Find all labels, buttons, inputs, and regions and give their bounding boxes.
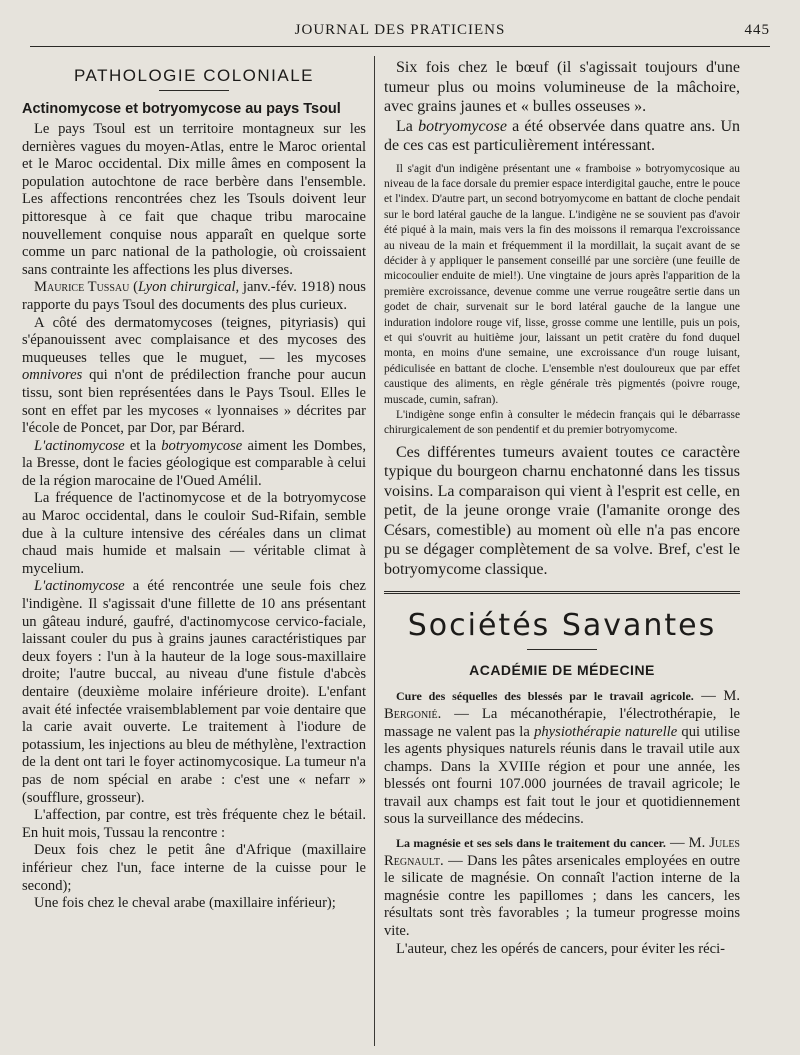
paragraph: Deux fois chez le petit âne d'Afrique (maxillaire inférieur chez l'un, face interne de la cuisse pour le second); xyxy=(22,842,366,894)
paragraph: L'indigène songe enfin à consulter le médecin français qui le débarrasse chirurgicalement de son pendentif et du premier botryomycome. xyxy=(384,409,740,437)
paragraph: Il s'agit d'un indigène présentant une « framboise » botryomycosique au niveau de la face dorsale du premier espace interdigital gauche, entre le pouce et l'index. D'autre part, un second botryomycome en battant de cloche pendait sur le bord latéral gauche de la langue. L'indigène ne se souvient pas d'avoir été piqué à la main, mais vers la fin des moissons il remarqua l'excroissance au niveau de la main et fréquemment il la mordillait, la suçait avant de se décider à y appliquer le pansement conseillé par une sorcière (une feuille de micocoulier enduite de miel!). Une vingtaine de jours après l'apparition de la première excroissance, devenue comme une verrue rougeâtre sertie dans un godet de chair, survenait sur le bord latéral gauche de la langue une induration indolore rouge vif, lisse, grosse comme une lentille, puis un pois, et qui s'ouvrit au huitième jour, laissant un petit cratère du fond duquel monta, en moins d'une semaine, une excroissance d'un rouge luisant, pédiculisée en battant de cloche. L'ensemble n'est douloureux que par effet caustique des aliments, en règle générale très pigmentés (poivre rouge, muscade, cumin, safran). xyxy=(384,162,740,406)
text-run: janv.-fév. 1918) nous rapporte du pays Tsoul des documents des plus curieux. xyxy=(22,279,366,313)
emphasis: L'actinomycose xyxy=(34,578,125,595)
paragraph: Maurice Tussau (Lyon chirurgical, janv.-fév. 1918) nous rapporte du pays Tsoul des documents des plus curieux. xyxy=(22,279,366,313)
societes-title: Sociétés Savantes xyxy=(407,608,717,644)
article-continuation xyxy=(384,58,740,156)
text-run: qui utilise les agents physiques naturels réunis dans le travail utile aux champs. Dans la XVIIIe région et pour une année, les blessés ont fourni 107.000 journées de travail agricole; le travail aux champs est fait tout le jour et quotidiennement sous la surveillance des médecins. xyxy=(384,723,740,828)
text-run: — Dans les pâtes arsenicales employées en outre le silicate de magnésie. On connaît l'action interne de la magnésie contre les papillomes ; dans les cancers, les résultats sont très favorables ; la tumeur progresse moins vite. xyxy=(384,852,740,940)
right-column xyxy=(384,58,740,958)
section-title: PATHOLOGIE COLONIALE xyxy=(73,66,315,85)
running-header xyxy=(30,22,770,44)
emphasis: L'actinomycose xyxy=(34,437,125,454)
article-body xyxy=(22,121,366,913)
paragraph: L'affection, par contre, est très fréquente chez le bétail. En huit mois, Tussau la rencontre : xyxy=(22,807,366,841)
paragraph: Six fois chez le bœuf (il s'agissait toujours d'une tumeur plus ou moins volumineuse de la mâchoire, avec grains jaunes et « bulles osseuses ». xyxy=(384,59,740,115)
text-run: A côté des dermatomycoses (teignes, pityriasis) qui s'épanouissent avec complaisance et des mycoses des muqueuses telles que le muguet, — les mycoses xyxy=(22,314,366,366)
source-title: Lyon chirurgical, xyxy=(137,279,240,296)
journal-title: JOURNAL DES PRATICIENS xyxy=(294,22,506,38)
report-title: La magnésie et ses sels dans le traitement du cancer. xyxy=(396,836,666,851)
text-run: — La mécanothérapie, l'électrothérapie, le massage ne valent pas la xyxy=(384,705,740,740)
paragraph: Le pays Tsoul est un territoire montagneux sur les dernières vagues du moyen-Atlas, entre le Maroc oriental et le Maroc occidental. Dix mille âmes en composent la population autochtone de race berbère dans l'ensemble. Les affections rencontrées chez les Tsouls doivent leur pittoresque à ce fait que chaque tribu marocaine nouvellement conquise nous apparaît en quelque sorte comme un parc national de la pathologie, où croissaient sans contrainte les affections les plus diverses. xyxy=(22,121,366,278)
article-conclusion xyxy=(384,443,740,580)
report-title: Cure des séquelles des blessés par le travail agricole. xyxy=(396,689,694,704)
title-rule xyxy=(527,649,597,650)
column-divider xyxy=(374,56,375,1046)
author-name: — M. Bergonié. xyxy=(384,688,740,722)
text-run: et la xyxy=(124,437,162,454)
emphasis: botryomycose xyxy=(418,117,507,135)
society-reports xyxy=(384,688,740,958)
paragraph xyxy=(384,117,740,156)
paragraph xyxy=(22,438,366,491)
paragraph: La fréquence de l'actinomycose et de la botryomycose au Maroc occidental, dans le couloir Sud-Rifain, semble due à la culture intensive des céréales dans un climat chaud mais humide et malsain — véritable climat à mycelium. xyxy=(22,490,366,577)
paragraph: L'auteur, chez les opérés de cancers, pour éviter les réci- xyxy=(396,940,726,957)
author-name: Maurice Tussau xyxy=(34,279,130,296)
text-run: La xyxy=(396,117,419,135)
text-run: aiment les Dombes, la Bresse, dont le facies géologique est comparable à celui de la région marocaine de l'Oued Amélil. xyxy=(22,437,366,489)
emphasis: physiothérapie naturelle xyxy=(534,723,678,740)
paragraph: Une fois chez le cheval arabe (maxillaire inférieur); xyxy=(34,895,336,912)
academy-title: ACADÉMIE DE MÉDECINE xyxy=(469,662,655,679)
page-number: 445 xyxy=(744,22,770,38)
header-rule xyxy=(30,46,770,47)
paragraph: Ces différentes tumeurs avaient toutes ce caractère typique du bourgeon charnu enchatonné dans les tissus voisins. La comparaison qui vient à l'esprit est celle, en petit, de la jeune oronge vraie (l'amanite oronge des Césars, comestible) au moment où elle n'a pas encore pu se dégager complètement de sa volve. Bref, c'est le botryomycome classique. xyxy=(384,443,740,578)
text-run: a été observée dans quatre ans. Un de ces cas est particulièrement intéressant. xyxy=(384,117,741,154)
left-column xyxy=(22,58,366,913)
report-item xyxy=(384,688,740,829)
paragraph xyxy=(22,578,366,807)
emphasis: omnivores xyxy=(22,367,83,384)
text-run: qui n'ont de prédilection franche pour aucun tissu, sont bien représentées dans le Pays Tsoul. Elles le sont en effet par les mycoses « lyonnaises » décrites par l'école de Poncet, par Dor, par Bérard. xyxy=(22,367,366,437)
article-title: Actinomycose et botryomycose au pays Tsoul xyxy=(22,101,341,117)
paragraph xyxy=(22,315,366,438)
report-item xyxy=(384,835,740,941)
emphasis: botryomycose xyxy=(161,437,243,454)
author-name: — M. Jules Regnault. xyxy=(384,835,740,869)
case-report xyxy=(384,162,740,439)
text-run: a été rencontrée une seule fois chez l'indigène. Il s'agissait d'une fillette de 10 ans présentant un gâteau induré, gaufré, d'actinomycose cervico-faciale, laissant couler du pus à grains jaunes caractéristiques par deux foyers : l'un à la hauteur de la loge sous-maxillaire droite; l'autre buccal, au niveau d'une fistule d'abcès dentaire (deuxième molaire inférieure droite). L'enfant avait été infectée vraisemblablement par voie dentaire que la carie avait ouverte. Le traitement à l'iodure de potassium, les injections au bleu de méthylène, l'extraction de la dent ont tari le foyer actinomycosique. La tumeur n'a pas de nom spécial en arabe : c'est une « nefarr » (soufflure, grosseur). xyxy=(22,578,366,806)
section-separator xyxy=(384,591,740,594)
section-rule xyxy=(159,90,229,91)
